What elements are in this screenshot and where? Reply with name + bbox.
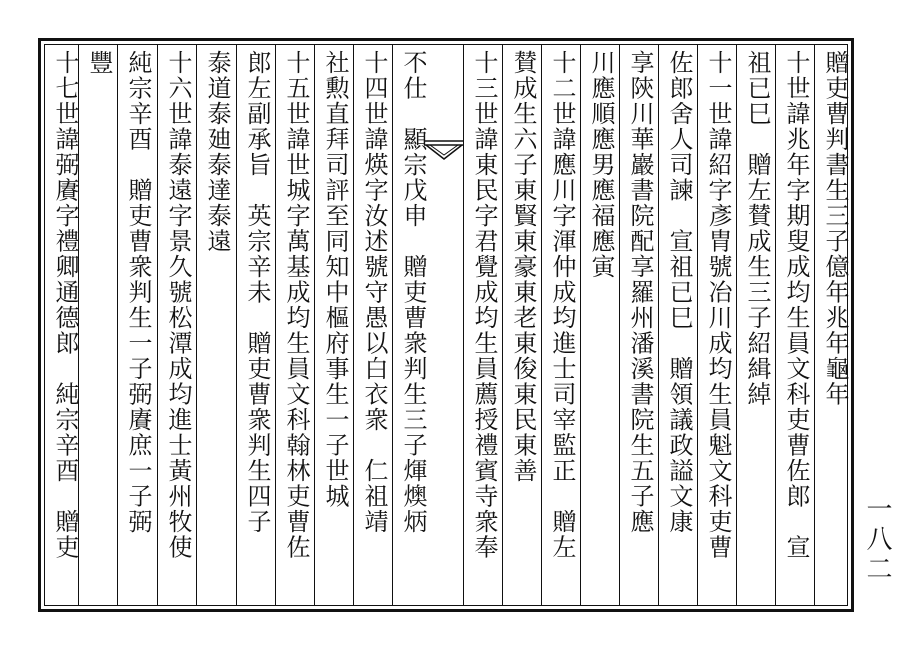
text-column: 十世諱兆年字期叟成均生員文科吏曹佐郎 宣 (782, 50, 810, 560)
text-column: 純宗辛酉 贈吏曹衆判生一子弼賡庶一子弼 (124, 50, 152, 535)
text-column: 不仕 顯宗戊申 贈吏曹衆判生三子煇燠炳 (399, 50, 427, 535)
text-column: 十三世諱東民字君覺成均生員薦授禮賓寺衆奉 (470, 50, 498, 560)
text-column: 郎左副承旨 英宗辛未 贈吏曹衆判生四子 (243, 50, 271, 535)
text-column: 十一世諱紹字彥胄號冶川成均生員魁文科吏曹 (704, 50, 732, 560)
text-column: 社勲直拜司評至同知中樞府事生一子世城 (321, 50, 349, 509)
text-column: 十五世諱世城字萬基成均生員文科翰林吏曹佐 (282, 50, 310, 560)
text-column: 十二世諱應川字渾仲成均進士司宰監正 贈左 (548, 50, 576, 560)
text-column: 祖已巳 贈左賛成生三子紹緝綽 (743, 50, 771, 407)
text-column: 川應順應男應福應寅 (587, 50, 615, 280)
text-column: 十六世諱泰遠字景久號松潭成均進士黃州牧使 (164, 50, 192, 560)
text-column: 十四世諱煐字汝述號守愚以白衣衆 仁祖靖 (360, 50, 388, 535)
text-column: 贈吏曹判書生三子億年兆年龜年 (821, 50, 849, 407)
text-column: 泰道泰廸泰達泰遠 (203, 50, 231, 254)
page-number: 一八二 (862, 495, 892, 585)
text-column: 賛成生六子東賢東豪東老東俊東民東善 (509, 50, 537, 484)
text-column: 佐郎舍人司諫 宣祖已巳 贈領議政謚文康 (665, 50, 693, 535)
text-column: 十七世諱弼賡字禮卿通德郎 純宗辛酉 贈吏 (51, 50, 79, 560)
text-column: 享陝川華巖書院配享羅州潘溪書院生五子應 (626, 50, 654, 535)
text-column: 豐 (85, 50, 113, 76)
